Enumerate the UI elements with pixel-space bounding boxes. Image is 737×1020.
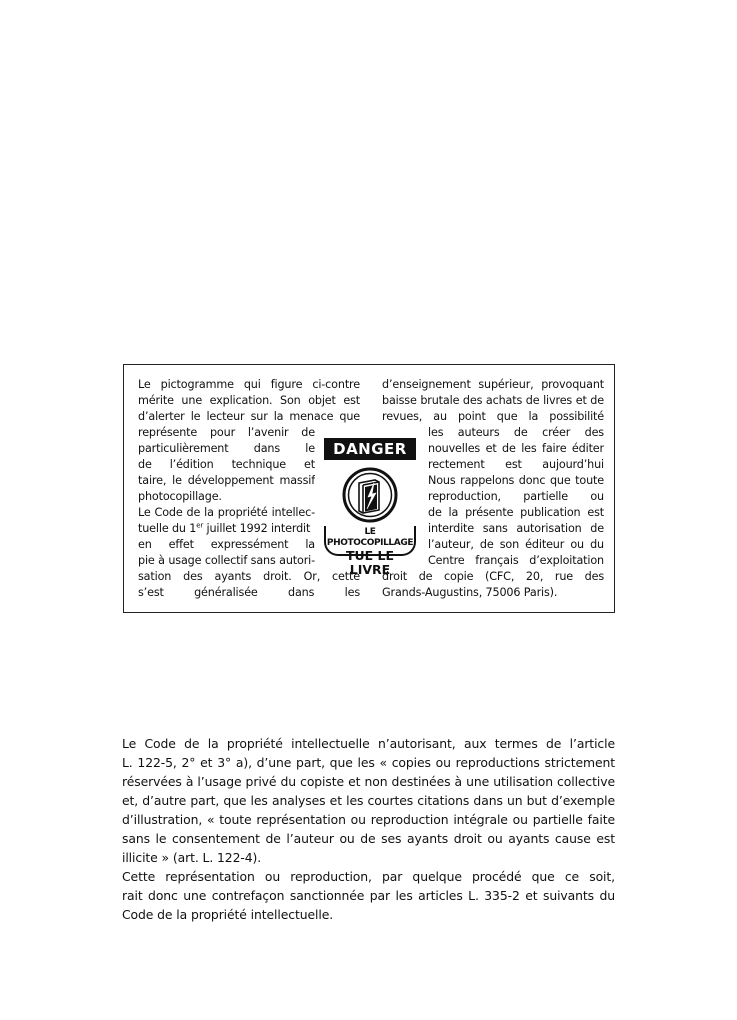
notice-left-line: d’alerter le lecteur sur la menace que xyxy=(138,410,360,423)
notice-right-line: Grands-Augustins, 75006 Paris). xyxy=(382,586,558,599)
legal-text-line: et, d’autre part, que les analyses et les courtes citations dans un but d’exemple xyxy=(122,793,615,808)
notice-left-line: taire, le développement massif xyxy=(138,474,315,487)
danger-photocopy-logo xyxy=(324,438,416,577)
danger-label: DANGER xyxy=(324,438,416,460)
notice-left-line: pie à usage collectif sans autori- xyxy=(138,554,315,567)
notice-text-part: juillet 1992 interdit xyxy=(203,522,311,535)
notice-left-line xyxy=(138,521,315,537)
notice-right-line: de la présente publication est xyxy=(428,506,604,519)
notice-left-line: particulièrement dans le xyxy=(138,442,315,455)
notice-right-line: revues, au point que la possibilité xyxy=(382,410,604,423)
notice-left-line: photocopillage. xyxy=(138,490,222,503)
notice-right-line: baisse brutale des achats de livres et de xyxy=(382,394,604,407)
notice-right-line: droit de copie (CFC, 20, rue des xyxy=(382,570,604,583)
notice-right-line: nouvelles et de les faire éditer xyxy=(428,442,604,455)
legal-text-line: d’illustration, « toute représentation ou reproduction intégrale ou partielle faite xyxy=(122,812,615,827)
legal-text-line: Cette représentation ou reproduction, par quelque procédé que ce soit, xyxy=(122,869,615,884)
notice-right-line: d’enseignement supérieur, provoquant xyxy=(382,378,604,391)
notice-left-line: s’est généralisée dans les xyxy=(138,586,360,599)
notice-text-part: tuelle du 1 xyxy=(138,522,197,535)
notice-right-line: interdite sans autorisation de xyxy=(428,522,604,535)
notice-left-line: Le Code de la propriété intellec- xyxy=(138,506,315,519)
notice-right-line: rectement est aujourd’hui xyxy=(428,458,604,471)
legal-text-line: Le Code de la propriété intellectuelle n’autorisant, aux termes de l’article xyxy=(122,736,615,751)
notice-left-line: en effet expressément la xyxy=(138,538,315,551)
legal-text-line: sans le consentement de l’auteur ou de ses ayants droit ou ayants cause est xyxy=(122,831,615,846)
notice-right-line: Centre français d’exploitation xyxy=(428,554,604,567)
notice-left-line: de l’édition technique et xyxy=(138,458,315,471)
legal-text-line: Code de la propriété intellectuelle. xyxy=(122,907,334,922)
notice-right-line: reproduction, partielle ou xyxy=(428,490,604,503)
notice-left-line: mérite une explication. Son objet est xyxy=(138,394,360,407)
broken-book-icon xyxy=(341,466,399,524)
notice-right-line: Nous rappelons donc que toute xyxy=(428,474,604,487)
logo-caption-line1: LE PHOTOCOPILLAGE xyxy=(326,527,414,548)
notice-left-line: sation des ayants droit. Or, cette xyxy=(138,570,360,583)
logo-caption-line2: TUE LE LIVRE xyxy=(345,548,395,577)
legal-text-line: réservées à l’usage privé du copiste et non destinées à une utilisation collective xyxy=(122,774,615,789)
notice-right-line: l’auteur, de son éditeur ou du xyxy=(428,538,604,551)
legal-text-line: L. 122-5, 2° et 3° a), d’une part, que les « copies ou reproductions strictement xyxy=(122,755,615,770)
notice-right-line: les auteurs de créer des xyxy=(428,426,604,439)
legal-text-line: rait donc une contrefaçon sanctionnée par les articles L. 335-2 et suivants du xyxy=(122,888,615,903)
notice-left-line: Le pictogramme qui figure ci-contre xyxy=(138,378,360,391)
notice-left-line: représente pour l’avenir de xyxy=(138,426,315,439)
legal-text-line: illicite » (art. L. 122-4). xyxy=(122,850,262,865)
logo-caption xyxy=(324,526,416,577)
notice-superscript: er xyxy=(196,521,204,530)
